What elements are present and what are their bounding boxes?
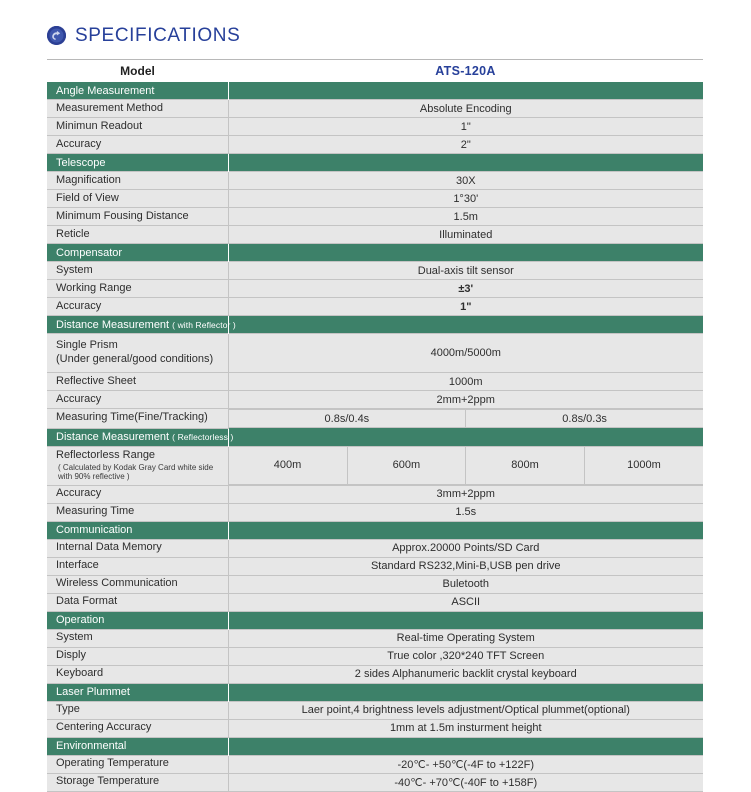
spec-label-text: Storage Temperature (56, 775, 160, 788)
spec-label-text: Accuracy (56, 137, 102, 150)
section-header-filler (228, 244, 703, 262)
section-title (47, 154, 228, 172)
section-header-row (47, 316, 703, 334)
spec-value-cell: 1000m (584, 447, 703, 485)
spec-row (47, 446, 703, 485)
spec-label-text: Accuracy (56, 299, 102, 312)
section-header-row (47, 428, 703, 446)
section-title-text: Compensator (56, 246, 123, 259)
section-header-row (47, 154, 703, 172)
section-title-text: Angle Measurement (56, 84, 155, 97)
section-title (47, 82, 228, 100)
spec-label-text: Centering Accuracy (56, 721, 152, 734)
spec-label-text: Measurement Method (56, 101, 163, 114)
spec-value: 2 sides Alphanumeric backlit crystal keyboard (228, 665, 703, 683)
model-value: ATS-120A (228, 60, 703, 83)
section-header-filler (228, 737, 703, 755)
spec-label-text: System (56, 631, 93, 644)
spec-row (47, 629, 703, 647)
spec-label-text: Field of View (56, 191, 119, 204)
spec-value: -40℃- +70℃(-40F to +158F) (228, 773, 703, 791)
spec-value: -20℃- +50℃(-4F to +122F) (228, 755, 703, 773)
spec-label-text: Internal Data Memory (56, 541, 162, 554)
specifications-table-wrapper (47, 59, 703, 792)
spec-row (47, 701, 703, 719)
spec-value-cell: 0.8s/0.4s (229, 410, 466, 428)
section-title-text: Laser Plummet (56, 686, 130, 698)
spec-label-text: Working Range (56, 281, 132, 294)
section-title (47, 428, 234, 446)
spec-row (47, 557, 703, 575)
spec-value: Approx.20000 Points/SD Card (228, 539, 703, 557)
section-title (47, 611, 228, 629)
section-header-filler (228, 154, 703, 172)
section-title (47, 683, 228, 701)
section-header-filler (228, 521, 703, 539)
spec-row (47, 539, 703, 557)
spec-label (47, 557, 228, 575)
spec-value: 1" (228, 118, 703, 136)
spec-label (47, 190, 228, 208)
spec-value: 1.5m (228, 208, 703, 226)
spec-row (47, 172, 703, 190)
spec-value: 3mm+2ppm (228, 485, 703, 503)
spec-label (47, 100, 228, 118)
section-header-row (47, 737, 703, 755)
spec-label-note: ( Calculated by Kodak Gray Card white side with 90% reflective ) (58, 462, 214, 482)
spec-value-group (228, 446, 703, 485)
spec-label-text: Accuracy (56, 392, 102, 405)
spec-label (47, 373, 228, 391)
section-title (47, 521, 228, 539)
section-title (47, 737, 228, 755)
spec-label-text: Measuring Time (56, 505, 135, 518)
spec-value: 1mm at 1.5m insturment height (228, 719, 703, 737)
spec-value: 1" (228, 298, 703, 316)
page-header (0, 0, 751, 50)
spec-value-cell: 800m (466, 447, 585, 485)
spec-label (47, 485, 228, 503)
spec-label-text: System (56, 263, 93, 276)
spec-label (47, 773, 228, 791)
section-title-text: Environmental (56, 740, 127, 752)
section-title-text: Communication (56, 524, 133, 536)
specifications-table (47, 59, 703, 792)
spec-label-text: Single Prism (56, 339, 118, 352)
spec-label (47, 172, 228, 190)
spec-label (47, 755, 228, 773)
spec-label-text: Measuring Time(Fine/Tracking) (56, 411, 208, 424)
spec-value-cell: 0.8s/0.3s (466, 410, 703, 428)
section-header-filler (228, 683, 703, 701)
spec-label-text: Minimun Readout (56, 119, 143, 132)
spec-label-text: Reflectorless Range (56, 448, 156, 461)
spec-label-text: Disply (56, 649, 86, 662)
spec-label-text: Magnification (56, 173, 121, 186)
spec-row (47, 773, 703, 791)
spec-value: Standard RS232,Mini-B,USB pen drive (228, 557, 703, 575)
spec-label (47, 136, 228, 154)
section-title-text: Distance Measurement (56, 318, 170, 331)
spec-label (47, 118, 228, 136)
spec-label (47, 334, 228, 373)
spec-value-group (228, 409, 703, 429)
spec-label (47, 298, 228, 316)
spec-value: 1.5s (228, 503, 703, 521)
spec-label-text: Keyboard (56, 667, 104, 680)
spec-label (47, 208, 228, 226)
spec-label (47, 719, 228, 737)
spec-value: 2mm+2ppm (228, 391, 703, 409)
section-header-row (47, 82, 703, 100)
section-header-row (47, 521, 703, 539)
spec-label (47, 701, 228, 719)
model-label: Model (47, 60, 228, 83)
section-title (47, 316, 236, 334)
spec-label (47, 665, 228, 683)
spec-label (47, 593, 228, 611)
section-title-note: ( with Reflector ) (172, 319, 236, 330)
section-title-text: Distance Measurement (56, 431, 170, 443)
spec-label (47, 409, 228, 429)
spec-label (47, 647, 228, 665)
spec-value: Dual-axis tilt sensor (228, 262, 703, 280)
spec-row (47, 190, 703, 208)
spec-value: 30X (228, 172, 703, 190)
spec-value: ±3' (228, 280, 703, 298)
spec-row (47, 575, 703, 593)
spec-row (47, 755, 703, 773)
spec-row (47, 593, 703, 611)
spec-label (47, 226, 228, 244)
spec-value: Buletooth (228, 575, 703, 593)
section-header-filler (228, 316, 703, 334)
spec-label (47, 262, 228, 280)
spec-row (47, 485, 703, 503)
spec-label (47, 629, 228, 647)
spec-label (47, 446, 228, 485)
spec-value: 1000m (228, 373, 703, 391)
spec-value: Illuminated (228, 226, 703, 244)
spec-row (47, 226, 703, 244)
spec-label-text: Accuracy (56, 487, 102, 500)
model-header-row (47, 60, 703, 83)
spec-value: Real-time Operating System (228, 629, 703, 647)
spec-row (47, 298, 703, 316)
spec-label-text: Minimum Fousing Distance (56, 209, 189, 222)
section-title-text: Operation (56, 614, 105, 626)
spec-label-text: Data Format (56, 595, 118, 608)
spec-row (47, 208, 703, 226)
spec-row (47, 719, 703, 737)
spec-label-text: Operating Temperature (56, 757, 169, 770)
spec-value: 4000m/5000m (228, 334, 703, 373)
page-title: SPECIFICATIONS (75, 24, 241, 46)
section-header-row (47, 683, 703, 701)
spec-label-text: Reticle (56, 227, 90, 240)
spec-value: True color ,320*240 TFT Screen (228, 647, 703, 665)
spec-row (47, 391, 703, 409)
spec-value: Laer point,4 brightness levels adjustment/Optical plummet(optional) (228, 701, 703, 719)
spec-label-text: Type (56, 703, 80, 716)
spec-label-line2: (Under general/good conditions) (56, 353, 214, 365)
spec-row (47, 334, 703, 373)
spec-row (47, 100, 703, 118)
spec-label (47, 391, 228, 409)
spec-label-text: Wireless Communication (56, 577, 178, 590)
spec-label-text: Reflective Sheet (56, 374, 137, 387)
spec-value-cell: 600m (347, 447, 466, 485)
spec-value: ASCII (228, 593, 703, 611)
spec-label-text: Interface (56, 559, 99, 572)
section-header-row (47, 244, 703, 262)
section-title-text: Telescope (56, 156, 106, 169)
spec-value: 1°30' (228, 190, 703, 208)
spec-row (47, 280, 703, 298)
spec-value: 2" (228, 136, 703, 154)
spec-label (47, 503, 228, 521)
section-header-filler (228, 82, 703, 100)
section-title (47, 244, 228, 262)
spec-row (47, 647, 703, 665)
section-header-filler (228, 428, 703, 446)
spec-label (47, 575, 228, 593)
spec-row (47, 136, 703, 154)
section-title-note: ( Reflectorless ) (172, 432, 234, 442)
spec-value: Absolute Encoding (228, 100, 703, 118)
spec-row (47, 409, 703, 429)
spec-value-cell: 400m (229, 447, 348, 485)
spec-row (47, 118, 703, 136)
spec-row (47, 373, 703, 391)
spec-row (47, 503, 703, 521)
section-header-filler (228, 611, 703, 629)
spec-row (47, 262, 703, 280)
spec-label (47, 539, 228, 557)
arrow-circle-icon (47, 26, 66, 45)
spec-label (47, 280, 228, 298)
spec-row (47, 665, 703, 683)
section-header-row (47, 611, 703, 629)
